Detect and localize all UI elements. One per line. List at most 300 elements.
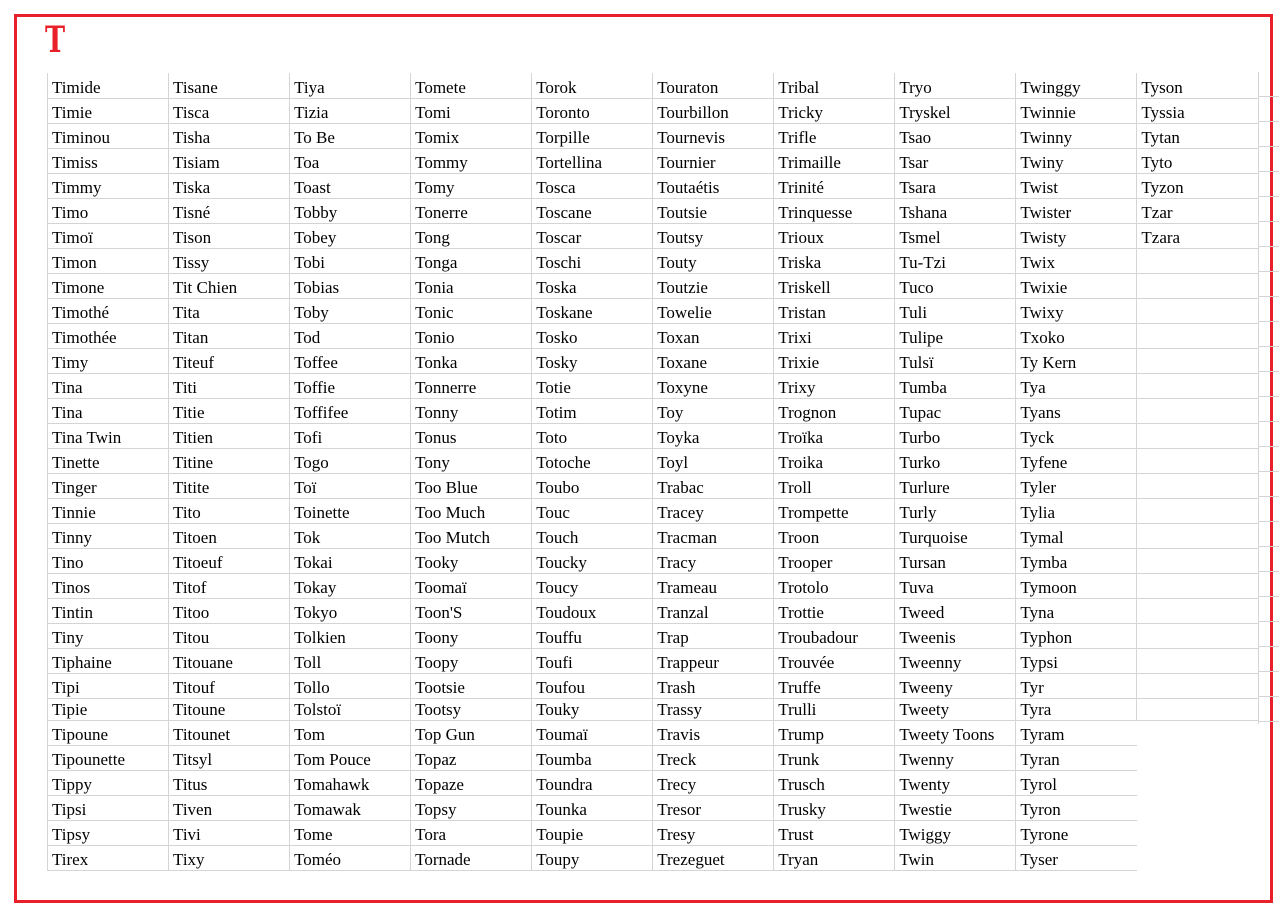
- name-cell: Trash: [653, 673, 774, 698]
- name-cell: Totie: [532, 373, 653, 398]
- name-cell: Tisha: [169, 123, 290, 148]
- name-cell: Trap: [653, 623, 774, 648]
- grid-line: [1259, 97, 1279, 122]
- name-cell: Tymba: [1016, 548, 1137, 573]
- name-cell: Togo: [290, 448, 411, 473]
- name-cell: Ty Kern: [1016, 348, 1137, 373]
- name-cell: Trusch: [774, 770, 895, 795]
- name-cell: Twixie: [1016, 273, 1137, 298]
- name-cell: Tinette: [48, 448, 169, 473]
- name-cell: Tokai: [290, 548, 411, 573]
- name-cell: Too Mutch: [411, 523, 532, 548]
- name-cell: Toy: [653, 398, 774, 423]
- grid-line: [1259, 347, 1279, 372]
- grid-line: [1259, 522, 1279, 547]
- name-cell: Trixie: [774, 348, 895, 373]
- empty-cell: [1137, 598, 1258, 623]
- name-cell: Troon: [774, 523, 895, 548]
- name-cell: Totim: [532, 398, 653, 423]
- name-cell: Tomix: [411, 123, 532, 148]
- grid-line: [1259, 72, 1279, 97]
- name-cell: Twix: [1016, 248, 1137, 273]
- name-cell: Tipie: [48, 698, 169, 720]
- name-cell: Tooky: [411, 548, 532, 573]
- name-cell: Trinquesse: [774, 198, 895, 223]
- name-cell: Toumba: [532, 745, 653, 770]
- name-cell: Toumaï: [532, 720, 653, 745]
- table-row: [48, 248, 1259, 273]
- name-cell: Toutsie: [653, 198, 774, 223]
- name-cell: Tweety: [895, 698, 1016, 720]
- table-row: [48, 323, 1259, 348]
- name-cell: Turbo: [895, 423, 1016, 448]
- name-cell: Titoo: [169, 598, 290, 623]
- name-cell: Timoï: [48, 223, 169, 248]
- table-row: [48, 673, 1259, 698]
- name-cell: Tulipe: [895, 323, 1016, 348]
- name-cell: Tryskel: [895, 98, 1016, 123]
- name-cell: Trameau: [653, 573, 774, 598]
- name-cell: Tupac: [895, 398, 1016, 423]
- name-cell: Touch: [532, 523, 653, 548]
- name-cell: Toupie: [532, 820, 653, 845]
- name-cell: Tracman: [653, 523, 774, 548]
- name-cell: Tintin: [48, 598, 169, 623]
- table-row: [48, 573, 1259, 598]
- name-cell: Tounka: [532, 795, 653, 820]
- table-row: [48, 720, 1259, 745]
- name-cell: Toto: [532, 423, 653, 448]
- name-cell: Tyfene: [1016, 448, 1137, 473]
- name-cell: Tuli: [895, 298, 1016, 323]
- name-cell: Timide: [48, 73, 169, 98]
- empty-cell: [1137, 698, 1258, 720]
- name-cell: Toopy: [411, 648, 532, 673]
- name-cell: Tresor: [653, 795, 774, 820]
- name-cell: Tisné: [169, 198, 290, 223]
- name-cell: Tokay: [290, 573, 411, 598]
- name-cell: Toscane: [532, 198, 653, 223]
- table-row: [48, 548, 1259, 573]
- empty-cell: [1137, 820, 1258, 845]
- name-cell: Tristan: [774, 298, 895, 323]
- empty-cell: [1137, 448, 1258, 473]
- name-cell: Tipsy: [48, 820, 169, 845]
- name-cell: Timmy: [48, 173, 169, 198]
- name-cell: Tod: [290, 323, 411, 348]
- name-cell: Tito: [169, 498, 290, 523]
- name-cell: Toméo: [290, 845, 411, 870]
- table-row: [48, 795, 1259, 820]
- name-cell: Tonio: [411, 323, 532, 348]
- table-row: [48, 523, 1259, 548]
- name-cell: Tyram: [1016, 720, 1137, 745]
- name-cell: Toxyne: [653, 373, 774, 398]
- name-cell: Tweed: [895, 598, 1016, 623]
- name-cell: Tiven: [169, 795, 290, 820]
- name-cell: Tita: [169, 298, 290, 323]
- name-cell: Titan: [169, 323, 290, 348]
- name-cell: Touty: [653, 248, 774, 273]
- name-cell: Trump: [774, 720, 895, 745]
- name-cell: Tracy: [653, 548, 774, 573]
- name-cell: Tu-Tzi: [895, 248, 1016, 273]
- name-cell: Toffie: [290, 373, 411, 398]
- empty-cell: [1137, 623, 1258, 648]
- table-row: [48, 473, 1259, 498]
- name-cell: Trust: [774, 820, 895, 845]
- name-cell: Toï: [290, 473, 411, 498]
- empty-cell: [1137, 298, 1258, 323]
- name-cell: Tosca: [532, 173, 653, 198]
- name-cell: Tya: [1016, 373, 1137, 398]
- table-row: [48, 73, 1259, 98]
- name-cell: Toa: [290, 148, 411, 173]
- empty-cell: [1137, 373, 1258, 398]
- table-row: [48, 198, 1259, 223]
- name-cell: Trioux: [774, 223, 895, 248]
- name-cell: Tsar: [895, 148, 1016, 173]
- name-cell: Twenny: [895, 745, 1016, 770]
- name-cell: Toronto: [532, 98, 653, 123]
- empty-cell: [1137, 573, 1258, 598]
- table-row: [48, 123, 1259, 148]
- name-cell: Tsara: [895, 173, 1016, 198]
- name-cell: Tiny: [48, 623, 169, 648]
- name-cell: Toll: [290, 648, 411, 673]
- name-cell: Topsy: [411, 795, 532, 820]
- name-cell: Tournier: [653, 148, 774, 173]
- name-cell: Tsmel: [895, 223, 1016, 248]
- section-letter: T: [45, 19, 66, 61]
- grid-line: [1259, 422, 1279, 447]
- name-cell: Tyson: [1137, 73, 1258, 98]
- name-cell: Troika: [774, 448, 895, 473]
- name-cell: Trusky: [774, 795, 895, 820]
- empty-cell: [1137, 523, 1258, 548]
- name-cell: Tom: [290, 720, 411, 745]
- grid-line: [1259, 222, 1279, 247]
- empty-cell: [1137, 348, 1258, 373]
- name-cell: Tresy: [653, 820, 774, 845]
- table-row: [48, 298, 1259, 323]
- name-cell: Tollo: [290, 673, 411, 698]
- name-cell: Trixi: [774, 323, 895, 348]
- name-cell: Twist: [1016, 173, 1137, 198]
- empty-cell: [1137, 398, 1258, 423]
- name-cell: Tyra: [1016, 698, 1137, 720]
- name-cell: Tom Pouce: [290, 745, 411, 770]
- grid-line: [1259, 322, 1279, 347]
- name-cell: Top Gun: [411, 720, 532, 745]
- empty-cell: [1137, 845, 1258, 870]
- name-cell: Tuco: [895, 273, 1016, 298]
- name-cell: Tiya: [290, 73, 411, 98]
- name-cell: Tyans: [1016, 398, 1137, 423]
- extra-grid-column: [1258, 72, 1279, 724]
- name-cell: Tyran: [1016, 745, 1137, 770]
- grid-line: [1259, 497, 1279, 522]
- name-cell: Tranzal: [653, 598, 774, 623]
- table-row: [48, 173, 1259, 198]
- grid-line: [1259, 672, 1279, 697]
- name-cell: Tryan: [774, 845, 895, 870]
- name-cell: Tonus: [411, 423, 532, 448]
- grid-line: [1259, 572, 1279, 597]
- name-cell: Tyzon: [1137, 173, 1258, 198]
- table-row: [48, 820, 1259, 845]
- name-cell: Timiss: [48, 148, 169, 173]
- name-cell: Toubo: [532, 473, 653, 498]
- name-cell: Triska: [774, 248, 895, 273]
- empty-cell: [1137, 423, 1258, 448]
- name-cell: Tshana: [895, 198, 1016, 223]
- name-cell: Toutsy: [653, 223, 774, 248]
- grid-line: [1259, 447, 1279, 472]
- name-cell: Trottie: [774, 598, 895, 623]
- name-cell: Twinny: [1016, 123, 1137, 148]
- name-cell: Timy: [48, 348, 169, 373]
- name-cell: Trixy: [774, 373, 895, 398]
- name-cell: Twister: [1016, 198, 1137, 223]
- name-cell: Tweenny: [895, 648, 1016, 673]
- grid-line: [1259, 247, 1279, 272]
- table-row: [48, 448, 1259, 473]
- name-cell: Toon'S: [411, 598, 532, 623]
- name-cell: Tobey: [290, 223, 411, 248]
- name-cell: Toxan: [653, 323, 774, 348]
- name-cell: Tinger: [48, 473, 169, 498]
- empty-cell: [1137, 473, 1258, 498]
- name-cell: Tippy: [48, 770, 169, 795]
- empty-cell: [1137, 795, 1258, 820]
- name-cell: Tinny: [48, 523, 169, 548]
- name-cell: Tommy: [411, 148, 532, 173]
- name-cell: Titoune: [169, 698, 290, 720]
- name-cell: Troïka: [774, 423, 895, 448]
- name-cell: Tokyo: [290, 598, 411, 623]
- name-cell: Toscar: [532, 223, 653, 248]
- name-cell: Trimaille: [774, 148, 895, 173]
- grid-line: [1259, 297, 1279, 322]
- name-cell: Tissy: [169, 248, 290, 273]
- name-cell: Trezeguet: [653, 845, 774, 870]
- name-cell: Twinggy: [1016, 73, 1137, 98]
- name-cell: Timie: [48, 98, 169, 123]
- name-cell: Twenty: [895, 770, 1016, 795]
- name-cell: Tisca: [169, 98, 290, 123]
- name-cell: Tomi: [411, 98, 532, 123]
- name-cell: Tyssia: [1137, 98, 1258, 123]
- name-cell: Topaze: [411, 770, 532, 795]
- name-cell: Tisiam: [169, 148, 290, 173]
- name-cell: Tipi: [48, 673, 169, 698]
- name-cell: Tootsie: [411, 673, 532, 698]
- name-cell: Tyr: [1016, 673, 1137, 698]
- name-cell: Trooper: [774, 548, 895, 573]
- name-cell: Toxane: [653, 348, 774, 373]
- name-cell: Tony: [411, 448, 532, 473]
- name-cell: Trompette: [774, 498, 895, 523]
- name-cell: Tulsï: [895, 348, 1016, 373]
- name-cell: Toufou: [532, 673, 653, 698]
- name-cell: Travis: [653, 720, 774, 745]
- table-row: [48, 373, 1259, 398]
- name-cell: Tobby: [290, 198, 411, 223]
- grid-line: [1259, 547, 1279, 572]
- name-cell: Trassy: [653, 698, 774, 720]
- name-cell: Tornade: [411, 845, 532, 870]
- name-cell: Tracey: [653, 498, 774, 523]
- name-cell: Titsyl: [169, 745, 290, 770]
- name-cell: Torpille: [532, 123, 653, 148]
- name-cell: Twestie: [895, 795, 1016, 820]
- name-cell: Tison: [169, 223, 290, 248]
- grid-line: [1259, 272, 1279, 297]
- name-cell: Tursan: [895, 548, 1016, 573]
- name-cell: Titeuf: [169, 348, 290, 373]
- name-cell: Tortellina: [532, 148, 653, 173]
- name-cell: Toffee: [290, 348, 411, 373]
- name-cell: Tonny: [411, 398, 532, 423]
- name-cell: Tomy: [411, 173, 532, 198]
- name-cell: Tixy: [169, 845, 290, 870]
- name-cell: Twin: [895, 845, 1016, 870]
- name-cell: Toschi: [532, 248, 653, 273]
- name-cell: Turquoise: [895, 523, 1016, 548]
- name-cell: Toucky: [532, 548, 653, 573]
- name-cell: Troubadour: [774, 623, 895, 648]
- name-cell: Tyna: [1016, 598, 1137, 623]
- empty-cell: [1137, 648, 1258, 673]
- name-cell: Tyrone: [1016, 820, 1137, 845]
- table-row: [48, 648, 1259, 673]
- name-cell: Towelie: [653, 298, 774, 323]
- name-cell: Tirex: [48, 845, 169, 870]
- name-cell: Titus: [169, 770, 290, 795]
- name-cell: Tina: [48, 398, 169, 423]
- name-cell: Tomete: [411, 73, 532, 98]
- name-cell: Triskell: [774, 273, 895, 298]
- name-cell: Timon: [48, 248, 169, 273]
- name-cell: Tyrol: [1016, 770, 1137, 795]
- name-cell: Tzara: [1137, 223, 1258, 248]
- name-cell: Tinnie: [48, 498, 169, 523]
- name-cell: Tumba: [895, 373, 1016, 398]
- grid-line: [1259, 597, 1279, 622]
- grid-line: [1259, 697, 1279, 722]
- name-cell: Timo: [48, 198, 169, 223]
- name-cell: Txoko: [1016, 323, 1137, 348]
- name-cell: Tyck: [1016, 423, 1137, 448]
- name-cell: Troll: [774, 473, 895, 498]
- name-cell: Tora: [411, 820, 532, 845]
- name-cell: Tinos: [48, 573, 169, 598]
- name-cell: Titouane: [169, 648, 290, 673]
- name-cell: Typhon: [1016, 623, 1137, 648]
- name-cell: Turlure: [895, 473, 1016, 498]
- name-cell: Tobi: [290, 248, 411, 273]
- name-cell: Titoen: [169, 523, 290, 548]
- empty-cell: [1137, 273, 1258, 298]
- name-cell: Toucy: [532, 573, 653, 598]
- name-cell: Tobias: [290, 273, 411, 298]
- name-cell: Tong: [411, 223, 532, 248]
- grid-line: [1259, 197, 1279, 222]
- name-cell: Trappeur: [653, 648, 774, 673]
- name-cell: Toyl: [653, 448, 774, 473]
- table-row: [48, 770, 1259, 795]
- grid-line: [1259, 147, 1279, 172]
- name-cell: Toutaétis: [653, 173, 774, 198]
- name-cell: Tyler: [1016, 473, 1137, 498]
- name-cell: Toffifee: [290, 398, 411, 423]
- name-cell: Titine: [169, 448, 290, 473]
- name-cell: Touky: [532, 698, 653, 720]
- name-cell: Titie: [169, 398, 290, 423]
- name-cell: Trulli: [774, 698, 895, 720]
- name-cell: Toony: [411, 623, 532, 648]
- name-cell: Touffu: [532, 623, 653, 648]
- empty-cell: [1137, 770, 1258, 795]
- name-cell: Typsi: [1016, 648, 1137, 673]
- name-cell: Toby: [290, 298, 411, 323]
- empty-cell: [1137, 248, 1258, 273]
- table-row: [48, 623, 1259, 648]
- name-cell: Tylia: [1016, 498, 1137, 523]
- name-cell: Trecy: [653, 770, 774, 795]
- name-cell: Tipounette: [48, 745, 169, 770]
- name-cell: Tweety Toons: [895, 720, 1016, 745]
- table-row: [48, 98, 1259, 123]
- empty-cell: [1137, 673, 1258, 698]
- table-row: [48, 698, 1259, 720]
- name-list-table: [47, 73, 1258, 871]
- table-row: [48, 745, 1259, 770]
- name-cell: Toupy: [532, 845, 653, 870]
- name-cell: Titouf: [169, 673, 290, 698]
- name-cell: Too Much: [411, 498, 532, 523]
- name-cell: Tipsi: [48, 795, 169, 820]
- name-cell: Tootsy: [411, 698, 532, 720]
- name-cell: Tizia: [290, 98, 411, 123]
- name-cell: Tomawak: [290, 795, 411, 820]
- name-cell: Tyser: [1016, 845, 1137, 870]
- name-cell: Turko: [895, 448, 1016, 473]
- name-cell: Topaz: [411, 745, 532, 770]
- name-cell: Tyto: [1137, 148, 1258, 173]
- name-cell: Tina Twin: [48, 423, 169, 448]
- grid-line: [1259, 397, 1279, 422]
- empty-cell: [1137, 745, 1258, 770]
- name-cell: Tryo: [895, 73, 1016, 98]
- grid-line: [1259, 122, 1279, 147]
- name-cell: Tosko: [532, 323, 653, 348]
- name-cell: Tyron: [1016, 795, 1137, 820]
- name-cell: Titite: [169, 473, 290, 498]
- name-cell: Tok: [290, 523, 411, 548]
- name-cell: Tonic: [411, 298, 532, 323]
- name-cell: Touraton: [653, 73, 774, 98]
- name-cell: Twinnie: [1016, 98, 1137, 123]
- name-cell: Trifle: [774, 123, 895, 148]
- name-cell: Tuva: [895, 573, 1016, 598]
- name-cell: Toundra: [532, 770, 653, 795]
- name-cell: Tolkien: [290, 623, 411, 648]
- name-cell: Tonerre: [411, 198, 532, 223]
- name-cell: Trotolo: [774, 573, 895, 598]
- name-cell: Twisty: [1016, 223, 1137, 248]
